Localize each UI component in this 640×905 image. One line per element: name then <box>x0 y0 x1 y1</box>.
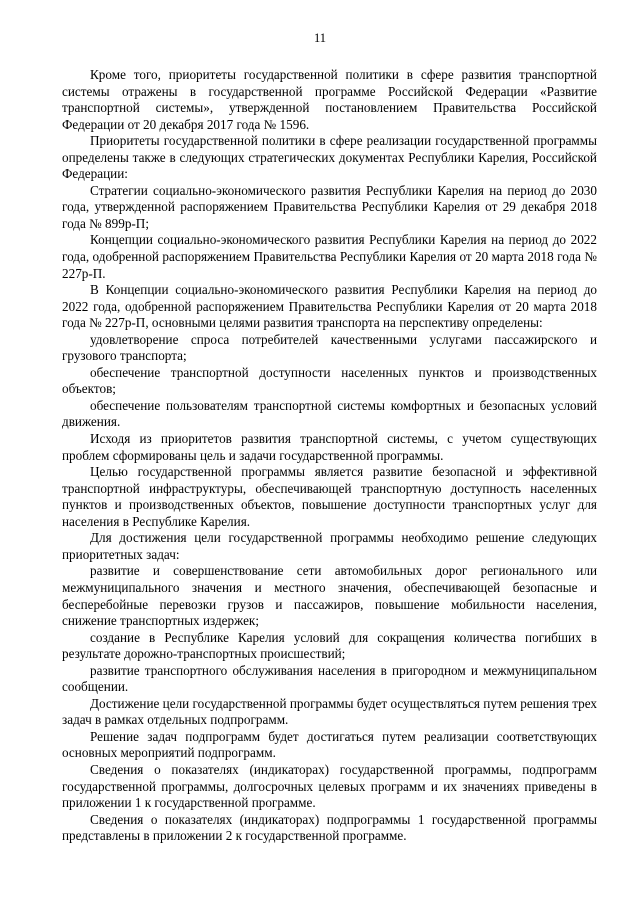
list-item: обеспечение пользователям транспортной системы комфортных и безопасных условий движения. <box>62 397 597 430</box>
paragraph: Целью государственной программы является развитие безопасной и эффективной транспортной инфраструктуры, обеспечивающей транспортную доступность населенных пунктов и производственных объектов, повышение доступности транспортных услуг для населения в Республике Карелия. <box>62 464 597 529</box>
list-item: обеспечение транспортной доступности населенных пунктов и производственных объектов; <box>62 364 597 397</box>
paragraph: Сведения о показателях (индикаторах) подпрограммы 1 государственной программы представлены в приложении 2 к государственной программе. <box>62 811 597 844</box>
paragraph: Для достижения цели государственной программы необходимо решение следующих приоритетных задач: <box>62 530 597 562</box>
paragraph: Приоритеты государственной политики в сфере реализации государственной программы определены также в следующих стратегических документах Республики Карелия, Российской Федерации: <box>62 133 597 182</box>
paragraph: Концепции социально-экономического развития Республики Карелия на период до 2022 года, одобренной распоряжением Правительства Республики Карелия от 20 марта 2018 года № 227р-П. <box>62 232 597 281</box>
paragraph: Решение задач подпрограмм будет достигаться путем реализации соответствующих основных мероприятий подпрограмм. <box>62 728 597 761</box>
paragraph: Сведения о показателях (индикаторах) государственной программы, подпрограмм государственной программы, долгосрочных целевых программ и их значениях приведены в приложении 1 к государственной программе. <box>62 761 597 811</box>
paragraph: В Концепции социально-экономического развития Республики Карелия на период до 2022 года, одобренной распоряжением Правительства Республики Карелия от 20 марта 2018 года № 227р-П, основными целями развития транспорта на перспективу определены: <box>62 282 597 331</box>
list-item: развитие транспортного обслуживания населения в пригородном и межмуниципальном сообщении. <box>62 662 597 695</box>
list-item: удовлетворение спроса потребителей качественными услугами пассажирского и грузового транспорта; <box>62 331 597 364</box>
paragraph: Стратегии социально-экономического развития Республики Карелия на период до 2030 года, утвержденной распоряжением Правительства Республики Карелия от 29 декабря 2018 года № 899р-П; <box>62 182 597 231</box>
paragraph: Исходя из приоритетов развития транспортной системы, с учетом существующих проблем сформированы цель и задачи государственной программы. <box>62 431 597 463</box>
paragraph: Достижение цели государственной программы будет осуществляться путем решения трех задач в рамках отдельных подпрограмм. <box>62 695 597 728</box>
list-item: развитие и совершенствование сети автомобильных дорог регионального или межмуниципального значения и местного значения, обеспечивающей безопасные и бесперебойные перевозки грузов и пассажиров, повышение мобильности населения, снижение транспортных издержек; <box>62 563 597 629</box>
paragraph: Кроме того, приоритеты государственной политики в сфере развития транспортной системы отражены в государственной программе Российской Федерации «Развитие транспортной системы», утвержденной постановлением Правительства Российской Федерации от 20 декабря 2017 года № 1596. <box>62 67 597 132</box>
list-item: создание в Республике Карелия условий для сокращения количества погибших в результате дорожно-транспортных происшествий; <box>62 629 597 662</box>
document-body <box>62 67 597 845</box>
page-number: 11 <box>313 31 327 45</box>
